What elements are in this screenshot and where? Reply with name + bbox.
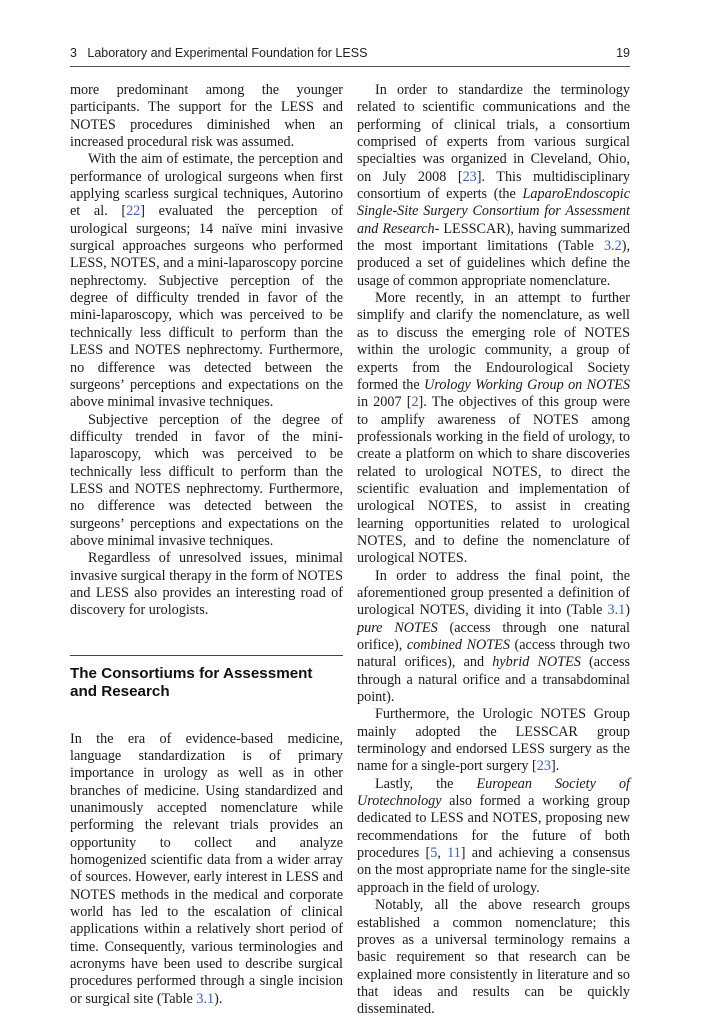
text-span: , <box>437 845 448 862</box>
society-name: European Society of Urotechnology <box>357 775 630 810</box>
term-italic: hybrid NOTES <box>492 654 581 671</box>
term-italic: combined NOTES <box>406 637 510 653</box>
paragraph <box>357 897 630 1018</box>
text-span: Lastly, the <box>375 775 477 792</box>
right-column <box>357 82 630 1019</box>
page-number: 19 <box>616 46 630 60</box>
text-span: In order to standardize the terminology related to scientific communications and the performing of clinical trials, a consortium comprised of experts from various surgical specialties was organized in Cleveland, Ohio, on July 2008 [ <box>357 82 630 185</box>
table-link[interactable]: 3.1 <box>196 990 215 1007</box>
text-span: Regardless of unresolved issues, minimal invasive surgical therapy in the form of NOTES and LESS also provides an interesting road of discovery for urologists. <box>70 550 343 619</box>
consortium-name: LaparoEndoscopic Single-Site Surgery Consortium for Assessment and Research- <box>357 186 630 237</box>
text-span: Subjective perception of the degree of difficulty trended in favor of the mini-laparoscopy, which was perceived to be technically less difficult to perform than the LESS and NOTES nephrectomy. Furthermore, no difference was detected between the surgeons’ perceptions and expectations on the above minimal invasive techniques. <box>70 411 343 549</box>
left-column <box>70 82 343 1008</box>
text-span: ) <box>625 602 630 619</box>
section-heading: The Consortiums for Assessment and Research <box>70 664 313 700</box>
paragraph <box>357 776 630 897</box>
text-span: ]. <box>550 758 560 775</box>
table-link[interactable]: 3.1 <box>607 602 626 619</box>
paragraph <box>70 731 343 1009</box>
text-span: With the aim of estimate, the perception and performance of urological surgeons when first applying scarless surgical techniques, Autorino et al. [ <box>70 151 343 220</box>
text-span: ]. This multidisciplinary consortium of experts (the <box>357 168 630 203</box>
text-span: ]. The objectives of this group were to amplify awareness of NOTES among professionals working in the field of urology, to create a platform on which to share discoveries related to urological NOTES, to direct the scientific evaluation and implementation of urological NOTES, to assist in creating learning opportunities related to urological NOTES, and to define the nomenclature of urological NOTES. <box>357 394 630 567</box>
header-rule <box>70 66 630 67</box>
paragraph <box>70 412 343 551</box>
text-span: In order to address the final point, the aforementioned group presented a definition of urological NOTES, dividing it into (Table <box>357 567 630 619</box>
citation-link[interactable]: 23 <box>462 168 477 185</box>
term-italic: pure NOTES <box>357 619 438 636</box>
text-span: also formed a working group dedicated to LESS and NOTES, proposing new recommendations for the future of both procedures [ <box>357 793 630 862</box>
text-span: in 2007 [ <box>357 394 412 411</box>
chapter-title: 3 Laboratory and Experimental Foundation for LESS <box>70 46 368 60</box>
text-span: ). <box>214 990 223 1007</box>
paragraph <box>357 706 630 775</box>
text-span: ), produced a set of guidelines which define the usage of common appropriate nomenclature. <box>357 238 630 289</box>
paragraph <box>357 82 630 290</box>
citation-link[interactable]: 2 <box>411 394 419 411</box>
section-rule <box>70 655 343 656</box>
text-span: More recently, in an attempt to further simplify and clarify the nomenclature, as well as to discuss the emerging role of NOTES within the urologic community, a group of experts from the Endourological Society formed the <box>357 290 630 393</box>
text-span: Furthermore, the Urologic NOTES Group mainly adopted the LESSCAR group terminology and endorsed LESS surgery as the name for a single-port surgery [ <box>357 706 630 775</box>
paragraph <box>70 82 343 151</box>
table-link[interactable]: 3.2 <box>603 238 622 255</box>
text-span: (access through two natural orifices), and <box>357 637 630 671</box>
text-span: more predominant among the younger participants. The support for the LESS and NOTES procedures diminished when an increased procedural risk was assumed. <box>70 82 343 151</box>
citation-link[interactable]: 11 <box>447 845 461 862</box>
text-span: LESSCAR), having summarized the most important limitations (Table <box>357 220 630 255</box>
paragraph <box>70 550 343 619</box>
text-span: (access through a natural orifice and a transabdominal point). <box>357 654 630 706</box>
text-span: (access through one natural orifice), <box>357 619 631 653</box>
citation-link[interactable]: 23 <box>536 758 551 775</box>
text-span: Notably, all the above research groups established a common nomenclature; this proves as a universal terminology remains a basic requirement so that research can be explained more consistently in literature and so that ideas and results can be quickly disseminated. <box>357 897 630 1018</box>
citation-link[interactable]: 22 <box>126 203 141 220</box>
text-span: ] evaluated the perception of urological surgeons; 14 naïve mini invasive surgical approaches surgeons who performed LESS, NOTES, and a mini-laparoscopy porcine nephrectomy. Subjective perception of the degree of difficulty trended in favor of the mini-laparoscopy, which was perceived to be technically less difficult to perform than the LESS and NOTES nephrectomy. Furthermore, no difference was detected between the surgeons’ perceptions and expectations on the above minimal invasive techniques. <box>70 203 344 411</box>
paragraph <box>357 568 630 707</box>
paragraph <box>357 290 630 568</box>
text-span: ] and achieving a consensus on the most appropriate name for the single-site approach in the field of urology. <box>357 845 630 896</box>
paragraph <box>70 151 343 411</box>
citation-link[interactable]: 5 <box>430 845 438 862</box>
working-group-name: Urology Working Group on NOTES <box>424 376 630 393</box>
text-span: In the era of evidence-based medicine, language standardization is of primary importance in urology as well as in other branches of medicine. Using standardized and unanimously accepted nomenclature while performing the relevant trials provides an opportunity to collect and analyze homogenized scientific data from a wider array of sources. However, early interest in LESS and NOTES methods in the medical and corporate world has led to the escalation of clinical applications within a relatively short period of time. Consequently, various terminologies and acronyms have been used to describe surgical procedures performed through a single incision or surgical site (Table <box>70 730 343 1007</box>
